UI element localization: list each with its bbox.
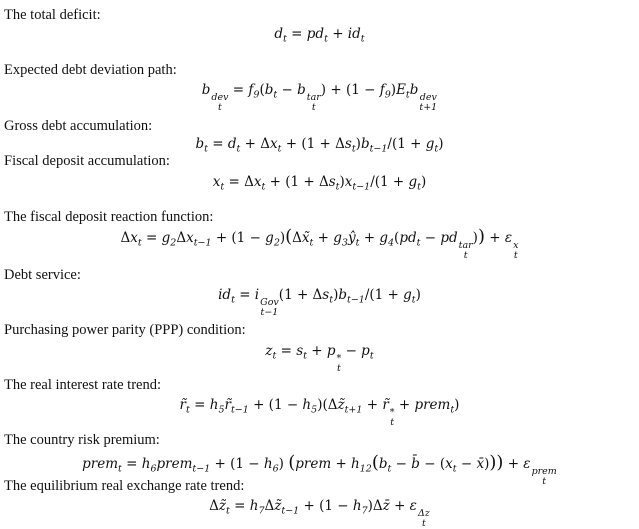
section-label-debt-deviation: Expected debt deviation path: bbox=[4, 62, 177, 78]
section-label-gross-debt: Gross debt accumulation: bbox=[4, 118, 153, 134]
equation-debt-deviation: b dev t = $f_9(b_t - b$ tar t ) + $(1 - f_9)E_tb$ dev t+1 bbox=[201, 82, 438, 113]
equation-equilibrium-rer: $\Delta z̃_t$ = $h_7\Delta z̃_{t-1} + (1$ − $h_7)\Delta z̄ + \varepsilon$ Δz t bbox=[209, 498, 430, 529]
equation-debt-service: $id_t = i$ Gov t−1 $(1 + \Delta s_t)b_{t-1}/(1 + g_t)$ bbox=[218, 287, 421, 318]
section-label-risk-premium: The country risk premium: bbox=[4, 432, 160, 448]
section-label-ppp: Purchasing power parity (PPP) condition: bbox=[4, 322, 246, 338]
equation-risk-premium: prem$_t$ = $h_6prem_{t-1} + (1 - h_6)$ (prem + $h_{12}(b_t$ − b̄ − ($x_t$ − x̄))) + ε prem t bbox=[82, 452, 557, 487]
section-label-real-interest: The real interest rate trend: bbox=[4, 377, 162, 393]
equation-reaction-function: $\Delta x_t = g_2\Delta x_{t-1} + (1$ − $g_2)(\Delta x̃_t$ + $g_3ŷ_t + g_4(pd_t$ − pd tar t )) + ε x t bbox=[120, 226, 519, 261]
section-label-debt-service: Debt service: bbox=[4, 267, 81, 283]
section-label-reaction-function: The fiscal deposit reaction function: bbox=[4, 209, 214, 225]
equation-fiscal-deposit: $x_t = \Delta x_t + (1 + \Delta s_t)x_{t-1}/(1 + g_t)$ bbox=[212, 174, 427, 193]
equation-gross-debt: $b_t = d_t + \Delta x_t + (1 + \Delta s_t)b_{t-1}/(1 + g_t)$ bbox=[195, 136, 444, 155]
section-label-equilibrium-rer: The equilibrium real exchange rate trend: bbox=[4, 478, 245, 494]
equation-real-interest: $r̃_t$ = $h_5r̃_{t-1} + (1$ − $h_5)(\Delta z̃_{t+1}$ + r̃ * t + prem$_t$) bbox=[179, 397, 460, 428]
section-label-total-deficit: The total deficit: bbox=[4, 7, 101, 23]
section-label-fiscal-deposit: Fiscal deposit accumulation: bbox=[4, 153, 170, 169]
equation-total-deficit: $d_t = pd_t + id_t$ bbox=[274, 26, 365, 45]
equation-ppp: $z_t = s_t + p$ * t − $p_t$ bbox=[265, 343, 374, 374]
